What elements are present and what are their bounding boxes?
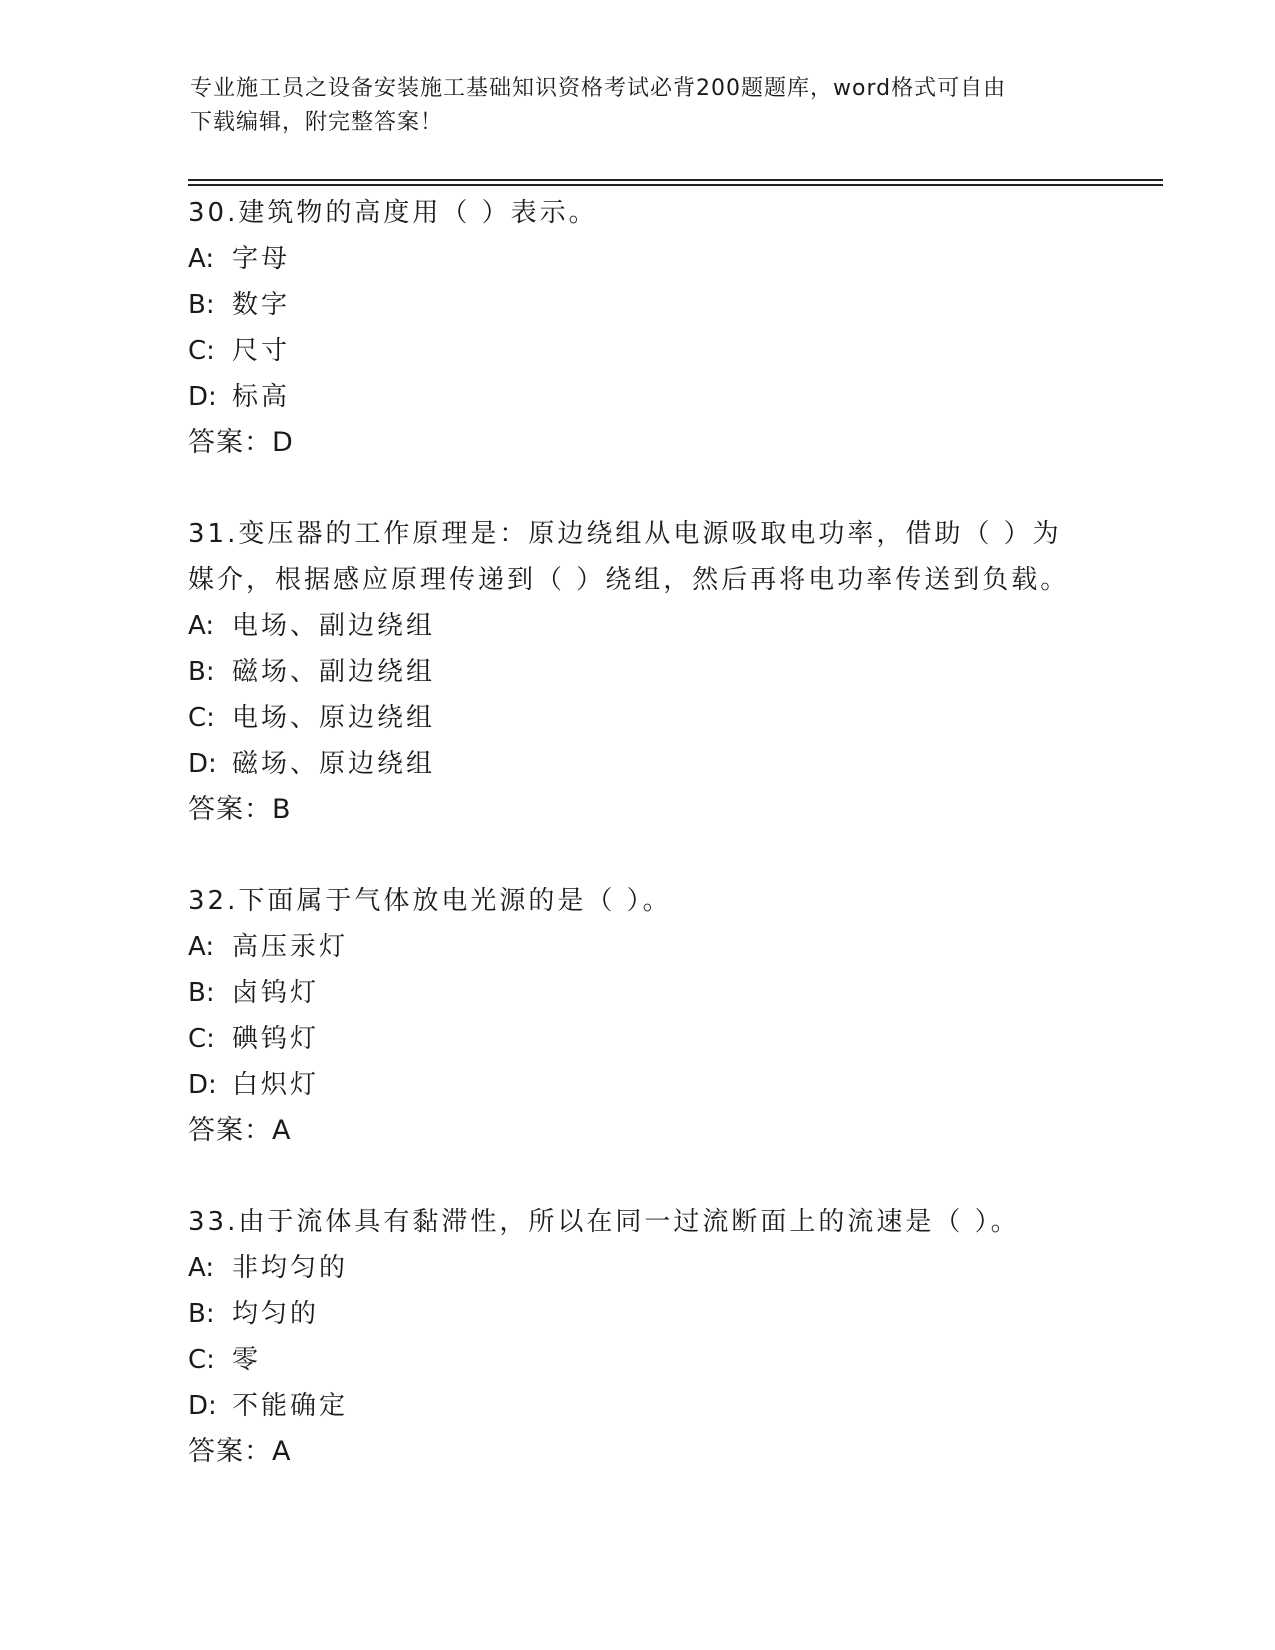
answer-line: 答案：B xyxy=(188,794,292,825)
option-b xyxy=(188,970,1088,1016)
option-letter: A: xyxy=(188,1253,215,1283)
option-b xyxy=(188,282,1088,328)
question-32 xyxy=(188,878,1088,1154)
option-c xyxy=(188,1016,1088,1062)
document-header xyxy=(190,72,1090,140)
question-stem: 30.建筑物的高度用（ ）表示。 xyxy=(188,198,598,228)
option-text: 电场、原边绕组 xyxy=(232,703,436,733)
option-d xyxy=(188,374,1088,420)
option-letter: B: xyxy=(188,657,215,687)
option-text: 不能确定 xyxy=(232,1391,349,1421)
answer-line: 答案：A xyxy=(188,1436,292,1467)
header-line-1: 专业施工员之设备安装施工基础知识资格考试必背200题题库，word格式可自由 xyxy=(190,76,1007,101)
header-line-2: 下载编辑，附完整答案！ xyxy=(190,110,444,135)
option-c xyxy=(188,695,1088,741)
option-b xyxy=(188,1291,1088,1337)
option-text: 字母 xyxy=(232,244,291,274)
option-text: 磁场、副边绕组 xyxy=(232,657,436,687)
option-a xyxy=(188,236,1088,282)
question-33 xyxy=(188,1199,1088,1475)
option-letter: C: xyxy=(188,703,215,733)
option-letter: A: xyxy=(188,611,215,641)
option-text: 尺寸 xyxy=(232,336,291,366)
option-text: 卤钨灯 xyxy=(232,978,320,1008)
option-c xyxy=(188,328,1088,374)
option-text: 电场、副边绕组 xyxy=(232,611,436,641)
option-c xyxy=(188,1337,1088,1383)
question-30 xyxy=(188,190,1088,466)
option-letter: D: xyxy=(188,382,217,412)
option-d xyxy=(188,741,1088,787)
option-letter: A: xyxy=(188,932,215,962)
option-a xyxy=(188,1245,1088,1291)
option-text: 标高 xyxy=(232,382,291,412)
option-text: 均匀的 xyxy=(232,1299,320,1329)
option-text: 非均匀的 xyxy=(232,1253,349,1283)
question-stem-continued: 媒介，根据感应原理传递到（ ）绕组，然后再将电功率传送到负载。 xyxy=(188,565,1070,595)
option-text: 零 xyxy=(232,1345,262,1375)
option-text: 白炽灯 xyxy=(232,1070,320,1100)
option-letter: B: xyxy=(188,1299,215,1329)
answer-line: 答案：A xyxy=(188,1115,292,1146)
option-letter: D: xyxy=(188,1391,217,1421)
option-a xyxy=(188,603,1088,649)
option-letter: C: xyxy=(188,1345,215,1375)
option-a xyxy=(188,924,1088,970)
question-stem: 32.下面属于气体放电光源的是（ ）。 xyxy=(188,886,672,916)
option-letter: B: xyxy=(188,978,215,1008)
option-d xyxy=(188,1383,1088,1429)
option-letter: C: xyxy=(188,336,215,366)
option-letter: D: xyxy=(188,749,217,779)
question-list xyxy=(188,190,1088,1520)
option-letter: C: xyxy=(188,1024,215,1054)
option-text: 磁场、原边绕组 xyxy=(232,749,436,779)
question-stem: 31.变压器的工作原理是：原边绕组从电源吸取电功率，借助（ ）为 xyxy=(188,519,1062,549)
question-stem: 33.由于流体具有黏滞性，所以在同一过流断面上的流速是（ ）。 xyxy=(188,1207,1020,1237)
answer-line: 答案：D xyxy=(188,427,294,458)
header-divider-bottom xyxy=(188,184,1163,186)
option-letter: A: xyxy=(188,244,215,274)
option-text: 碘钨灯 xyxy=(232,1024,320,1054)
header-divider-top xyxy=(188,179,1163,181)
option-d xyxy=(188,1062,1088,1108)
question-31 xyxy=(188,511,1088,833)
option-text: 高压汞灯 xyxy=(232,932,349,962)
option-text: 数字 xyxy=(232,290,291,320)
option-letter: D: xyxy=(188,1070,217,1100)
option-b xyxy=(188,649,1088,695)
option-letter: B: xyxy=(188,290,215,320)
